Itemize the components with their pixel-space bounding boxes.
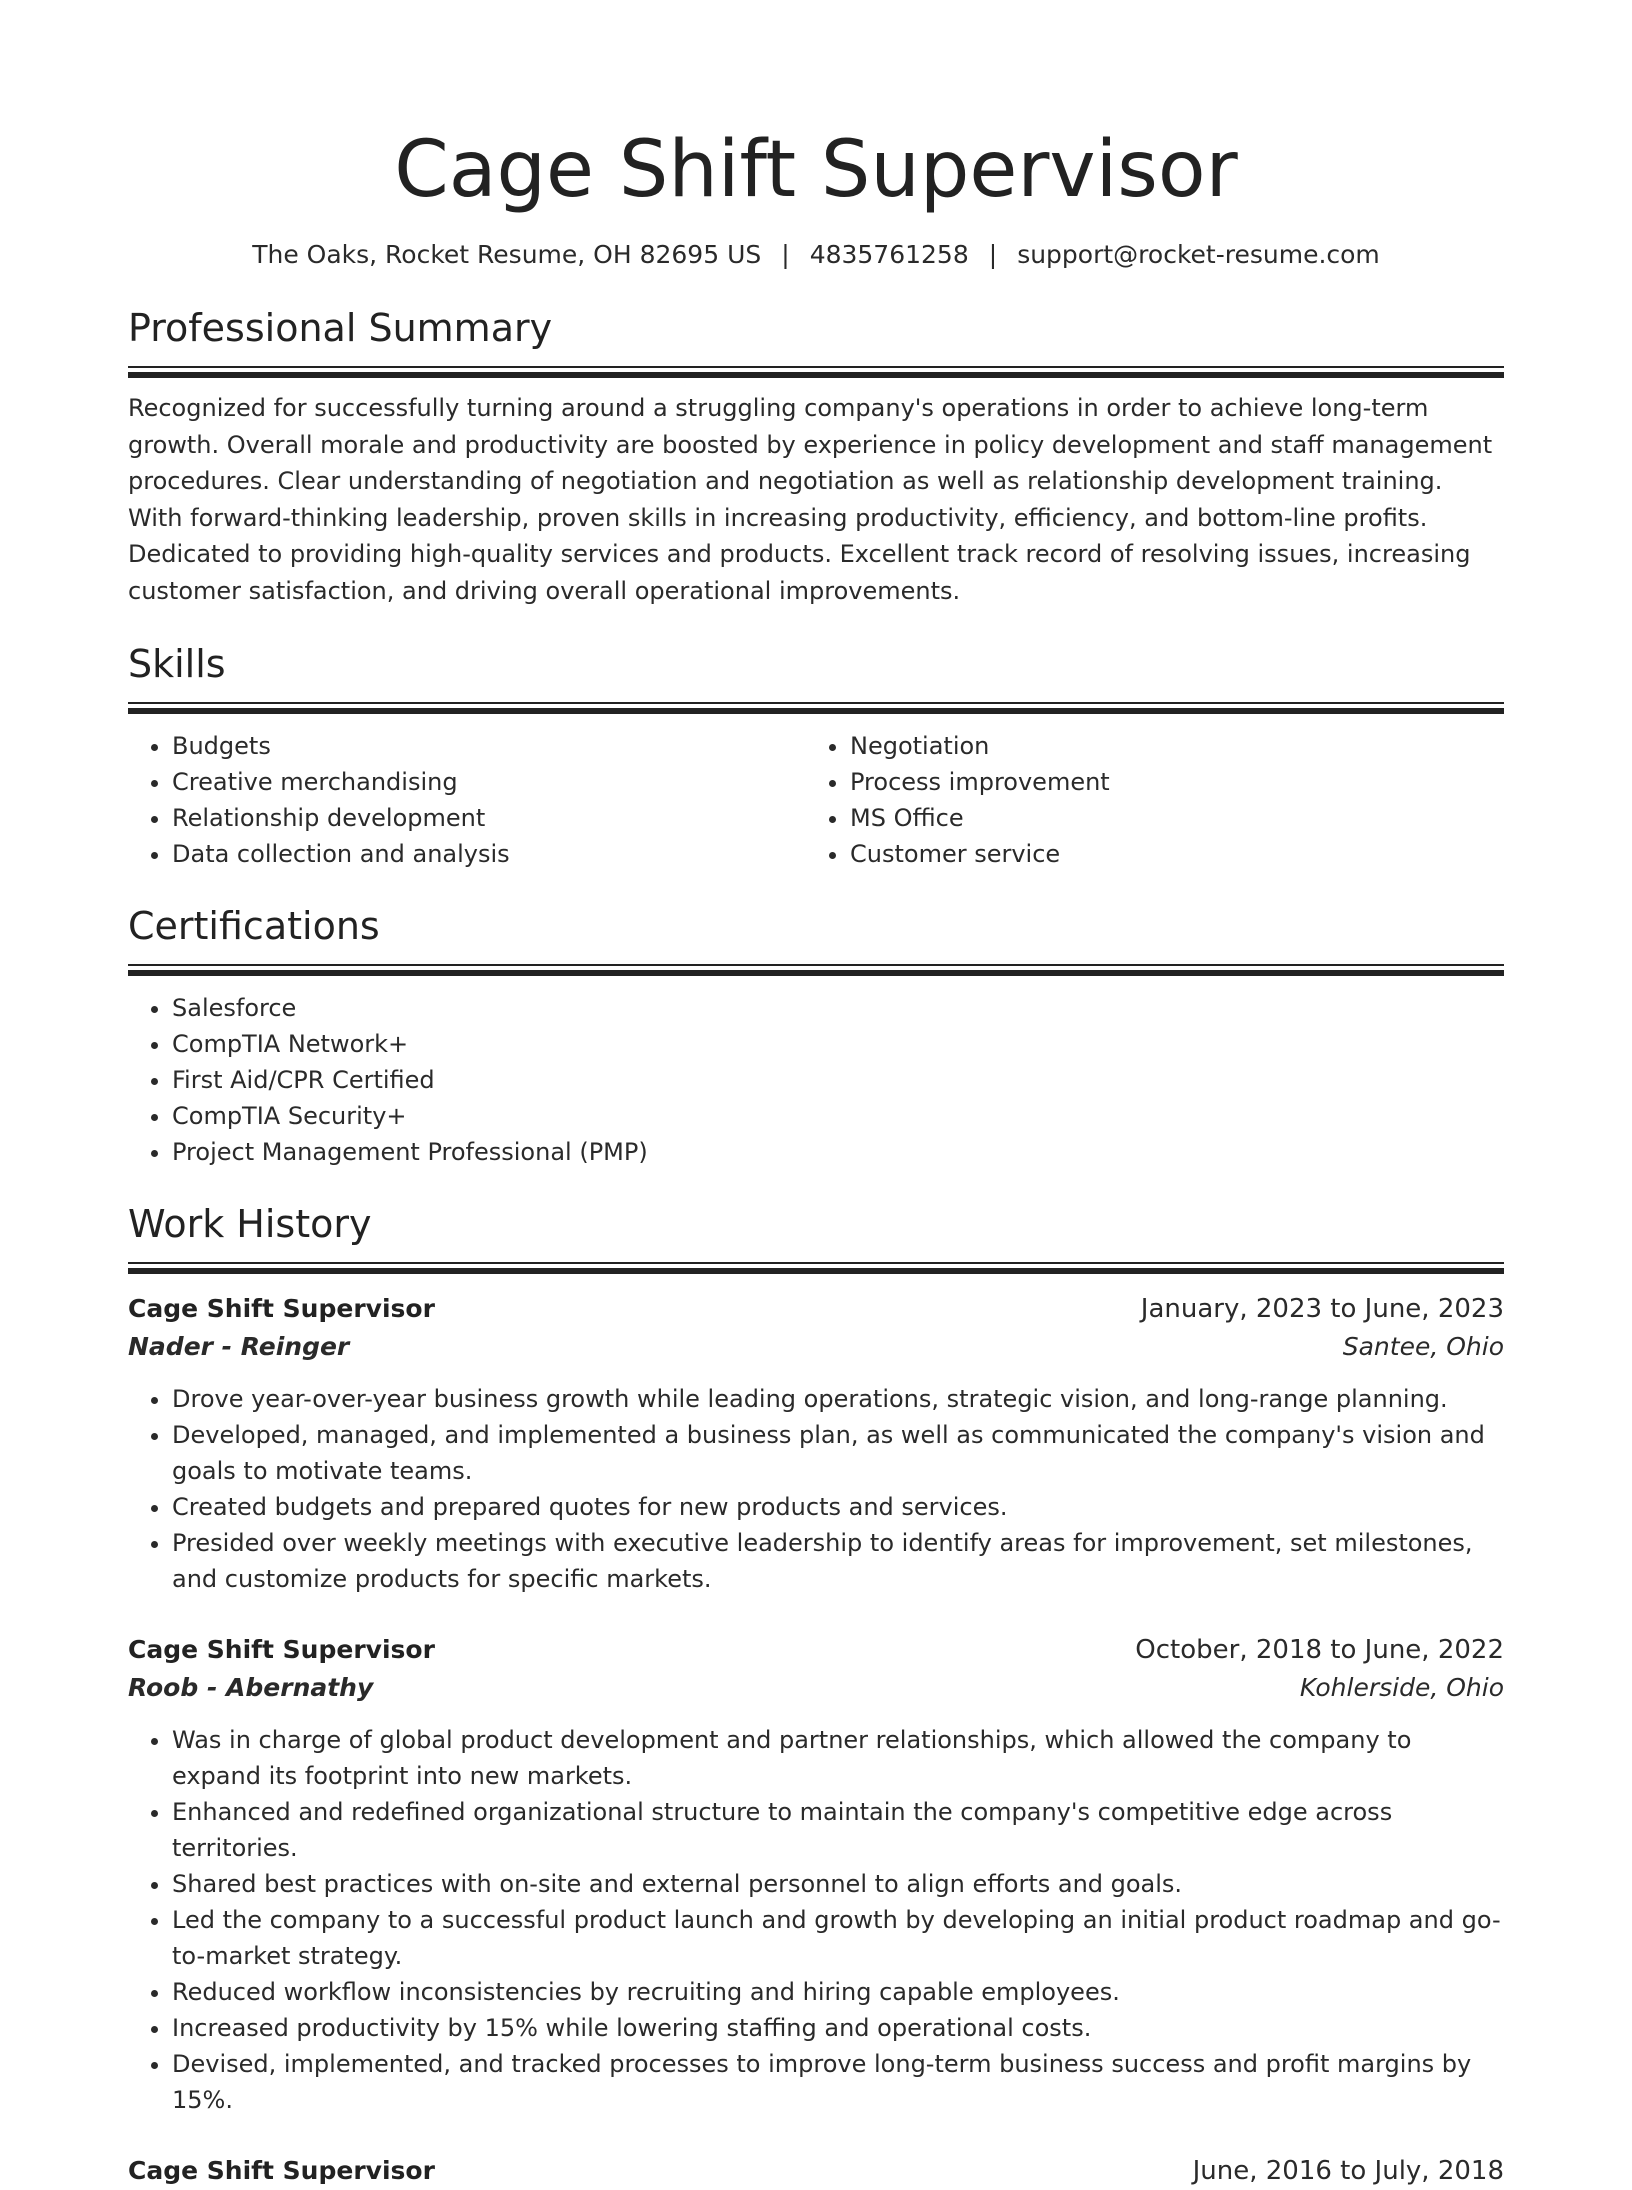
skill-item: • Negotiation	[850, 728, 1484, 764]
job-bullet: • Shared best practices with on-site and external personnel to align efforts and goals.	[172, 1866, 1504, 1902]
section-title-skills: Skills	[128, 642, 226, 686]
job-title: Cage Shift Supervisor	[128, 2156, 435, 2185]
skill-item: • Customer service	[850, 836, 1484, 872]
job-header	[128, 2152, 1504, 2190]
certification-item: • Project Management Professional (PMP)	[172, 1134, 1504, 1170]
certifications-section	[128, 902, 1504, 1170]
section-divider	[128, 702, 1504, 714]
section-divider	[128, 1262, 1504, 1274]
certification-item: • Salesforce	[172, 990, 1504, 1026]
section-title-summary: Professional Summary	[128, 306, 553, 350]
contact-address: The Oaks, Rocket Resume, OH 82695 US	[252, 240, 762, 269]
job-company: Roob - Abernathy	[128, 1673, 374, 1702]
job-title: Cage Shift Supervisor	[128, 1294, 435, 1323]
summary-text: Recognized for successfully turning around a struggling company's operations in order to achieve long-term growth. Overall morale and productivity are boosted by experience in policy development and staff management procedures. Clear understanding of negotiation and negotiation as well as relationship development training. With forward-thinking leadership, proven skills in increasing productivity, efficiency, and bottom-line profits. Dedicated to providing high-quality services and products. Excellent track record of resolving issues, increasing customer satisfaction, and driving overall operational improvements.	[128, 394, 1493, 605]
summary-section	[128, 304, 1504, 609]
job-title: Cage Shift Supervisor	[128, 1635, 435, 1664]
job-bullet: • Devised, implemented, and tracked processes to improve long-term business success and profit margins by 15%.	[172, 2046, 1504, 2118]
job-bullet: • Was in charge of global product development and partner relationships, which allowed the company to expand its footprint into new markets.	[172, 1722, 1504, 1794]
contact-separator: |	[781, 240, 790, 269]
skill-item: • Budgets	[172, 728, 806, 764]
job-bullets	[128, 1381, 1504, 1597]
job-subheader	[128, 1328, 1504, 1366]
job-entry	[128, 1631, 1504, 2118]
job-entry	[128, 1290, 1504, 1597]
section-title-certifications: Certifications	[128, 904, 380, 948]
section-title-work-history: Work History	[128, 1202, 372, 1246]
resume-name: Cage Shift Supervisor	[394, 125, 1238, 215]
job-subheader	[128, 1669, 1504, 1707]
contact-email: support@rocket-resume.com	[1017, 240, 1380, 269]
job-bullet: • Reduced workflow inconsistencies by recruiting and hiring capable employees.	[172, 1974, 1504, 2010]
skill-item: • Relationship development	[172, 800, 806, 836]
job-dates: June, 2016 to July, 2018	[1192, 2156, 1504, 2186]
job-header	[128, 1631, 1504, 1669]
certification-item: • First Aid/CPR Certified	[172, 1062, 1504, 1098]
job-bullet: • Led the company to a successful product launch and growth by developing an initial product roadmap and go-to-market strategy.	[172, 1902, 1504, 1974]
job-bullets	[128, 1722, 1504, 2118]
skills-columns	[128, 728, 1504, 872]
job-bullet: • Presided over weekly meetings with executive leadership to identify areas for improvement, set milestones, and customize products for specific markets.	[172, 1525, 1504, 1597]
job-entry	[128, 2152, 1504, 2190]
contact-line	[128, 238, 1504, 272]
job-header	[128, 1290, 1504, 1328]
section-divider	[128, 964, 1504, 976]
skills-list-left	[128, 728, 806, 872]
section-divider	[128, 366, 1504, 378]
job-bullet: • Created budgets and prepared quotes for new products and services.	[172, 1489, 1504, 1525]
job-dates: January, 2023 to June, 2023	[1140, 1294, 1504, 1324]
contact-phone: 4835761258	[809, 240, 969, 269]
certification-item: • CompTIA Network+	[172, 1026, 1504, 1062]
skill-item: • Creative merchandising	[172, 764, 806, 800]
skills-list-right	[806, 728, 1484, 872]
job-bullet: • Enhanced and redefined organizational structure to maintain the company's competitive edge across territories.	[172, 1794, 1504, 1866]
job-location: Santee, Ohio	[1342, 1332, 1504, 1361]
job-dates: October, 2018 to June, 2022	[1135, 1635, 1504, 1665]
skills-section	[128, 640, 1504, 872]
skill-item: • Process improvement	[850, 764, 1484, 800]
work-history-section	[128, 1200, 1504, 2190]
skill-item: • Data collection and analysis	[172, 836, 806, 872]
job-location: Kohlerside, Ohio	[1299, 1673, 1504, 1702]
resume-page	[128, 0, 1504, 2190]
certification-item: • CompTIA Security+	[172, 1098, 1504, 1134]
job-company: Nader - Reinger	[128, 1332, 350, 1361]
skill-item: • MS Office	[850, 800, 1484, 836]
certifications-list	[128, 990, 1504, 1170]
contact-separator: |	[988, 240, 998, 269]
job-bullet: • Developed, managed, and implemented a business plan, as well as communicated the company's vision and goals to motivate teams.	[172, 1417, 1504, 1489]
job-bullet: • Drove year-over-year business growth while leading operations, strategic vision, and long-range planning.	[172, 1381, 1504, 1417]
job-bullet: • Increased productivity by 15% while lowering staffing and operational costs.	[172, 2010, 1504, 2046]
